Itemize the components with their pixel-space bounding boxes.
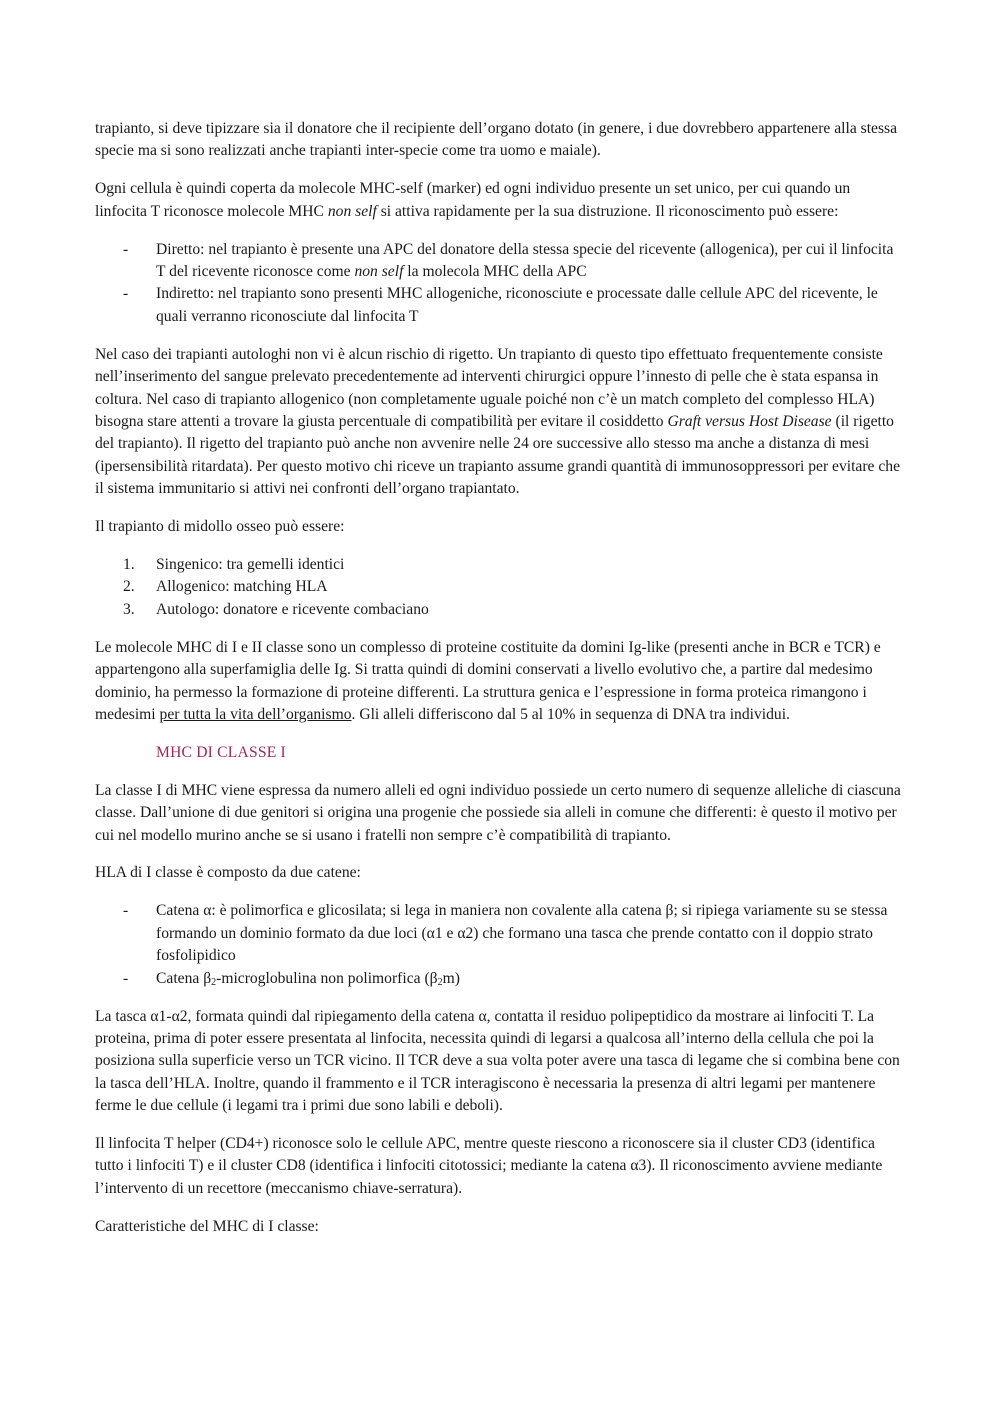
list-marker: 3.: [123, 600, 135, 618]
paragraph-binding-pocket: La tasca α1-α2, formata quindi dal ripiegamento della catena α, contatta il residuo polipeptidico da mostrare ai linfociti T. La proteina, prima di poter essere presentata al linfocita, necessita quindi di legarsi a qualcosa all’interno della cellula che poi la posiziona sulla superficie verso un TCR vicino. Il TCR deve a sua volta poter avere una tasca di legame che si combina bene con la tasca dell’HLA. Inoltre, quando il frammento e il TCR interagiscono è necessaria la presenza di altri legami per mantenere ferme le due cellule (i legami tra i primi due sono labili e deboli).: [95, 1007, 900, 1115]
paragraph-t-helper: Il linfocita T helper (CD4+) riconosce solo le cellule APC, mentre queste riescono a riconoscere sia il cluster CD3 (identifica tutto i linfociti T) e il cluster CD8 (identifica i linfociti citotossici; mediante la catena α3). Il riconoscimento avviene mediante l’intervento di un recettore (meccanismo chiave-serratura).: [95, 1135, 883, 1197]
list-item-direct: - Diretto: nel trapianto è presente una APC del donatore della stessa specie del ricevente (allogenica), per cui il linfocita T del ricevente riconosce come non self la molecola MHC della APC: [123, 240, 894, 281]
recognition-list: [95, 239, 905, 329]
paragraph-mhc-self: Ogni cellula è quindi coperta da molecole MHC-self (marker) ed ogni individuo presente un set unico, per cui quando un linfocita T riconosce molecole MHC non self si attiva rapidamente per la sua distruzione. Il riconoscimento può essere:: [95, 180, 851, 220]
paragraph-rejection: Nel caso dei trapianti autologhi non vi è alcun rischio di rigetto. Un trapianto di questo tipo effettuato frequentemente consiste nell’inserimento del sangue prelevato precedentemente ad interventi chirurgici oppure l’innesto di pelle che è stata espansa in coltura. Nel caso di trapianto allogenico (non completamente uguale poiché non c’è un match completo del complesso HLA) bisogna stare attenti a trovare la giusta percentuale di compatibilità per evitare il cosiddetto Graft versus Host Disease (il rigetto del trapianto). Il rigetto del trapianto può anche non avvenire nelle 24 ore successive allo stesso ma anche a distanza di mesi (ipersensibilità ritardata). Per questo motivo chi riceve un trapianto assume grandi quantità di immunosoppressori per evitare che il sistema immunitario si attivi nei confronti dell’organo trapiantato.: [95, 345, 901, 498]
paragraph-mhc-structure: Le molecole MHC di I e II classe sono un complesso di proteine costituite da domini Ig-like (presenti anche in BCR e TCR) e appartengono alla superfamiglia delle Ig. Si tratta quindi di domini conservati a livello evolutivo che, a partire dal medesimo dominio, ha permesso la formazione di proteine differenti. La struttura genica e l’espressione in forma proteica rimangono i medesimi per tutta la vita dell’organismo. Gli alleli differiscono dal 5 al 10% in sequenza di DNA tra individui.: [95, 638, 881, 723]
list-item-alpha-chain: - Catena α: è polimorfica e glicosilata; si lega in maniera non covalente alla catena β; si ripiega variamente su se stessa formando un dominio formato da due loci (α1 e α2) che formano una tasca che prende contatto con il doppio strato fosfolipidico: [123, 902, 888, 965]
list-item-indirect: - Indiretto: nel trapianto sono presenti MHC allogeniche, riconosciute e processate dalle cellule APC del ricevente, le quali verranno riconosciute dal linfocita T: [123, 285, 878, 325]
list-item: 2. Allogenico: matching HLA: [95, 576, 905, 598]
chains-list: [95, 900, 905, 990]
marrow-transplant-list: [95, 554, 905, 621]
list-item-beta-chain: - Catena $\beta_2$-microglobulina non polimorfica $(\beta_2m)$: [95, 968, 905, 990]
paragraph-chains-intro: HLA di I classe è composto da due catene:: [95, 864, 361, 882]
paragraph-transplant-typing: trapianto, si deve tipizzare sia il donatore che il recipiente dell’organo dotato (in genere, i due dovrebbero appartenere alla stessa specie ma si sono realizzati anche trapianti inter-specie come tra uomo e maiale).: [95, 120, 898, 160]
paragraph-marrow-intro: Il trapianto di midollo osseo può essere:: [95, 518, 345, 536]
list-marker: 1.: [123, 556, 135, 573]
list-marker: -: [123, 285, 129, 303]
list-marker: -: [123, 969, 129, 987]
section-heading: MHC DI CLASSE I: [156, 743, 286, 761]
list-marker: -: [123, 240, 129, 258]
list-marker: -: [123, 902, 129, 920]
list-marker: 2.: [123, 578, 135, 596]
paragraph-class-i-alleles: La classe I di MHC viene espressa da numero alleli ed ogni individuo possiede un certo numero di sequenze alleliche di ciascuna classe. Dall’unione di due genitori si origina una progenie che possiede sia alleli in comune che differenti: è questo il motivo per cui nel modello murino anche se si usano i fratelli non sempre c’è compatibilità di trapianto.: [95, 781, 901, 844]
list-item: 1. Singenico: tra gemelli identici: [95, 554, 905, 576]
paragraph-characteristics: Caratteristiche del MHC di I classe:: [95, 1217, 319, 1235]
list-item: 3. Autologo: donatore e ricevente combaciano: [95, 599, 905, 621]
